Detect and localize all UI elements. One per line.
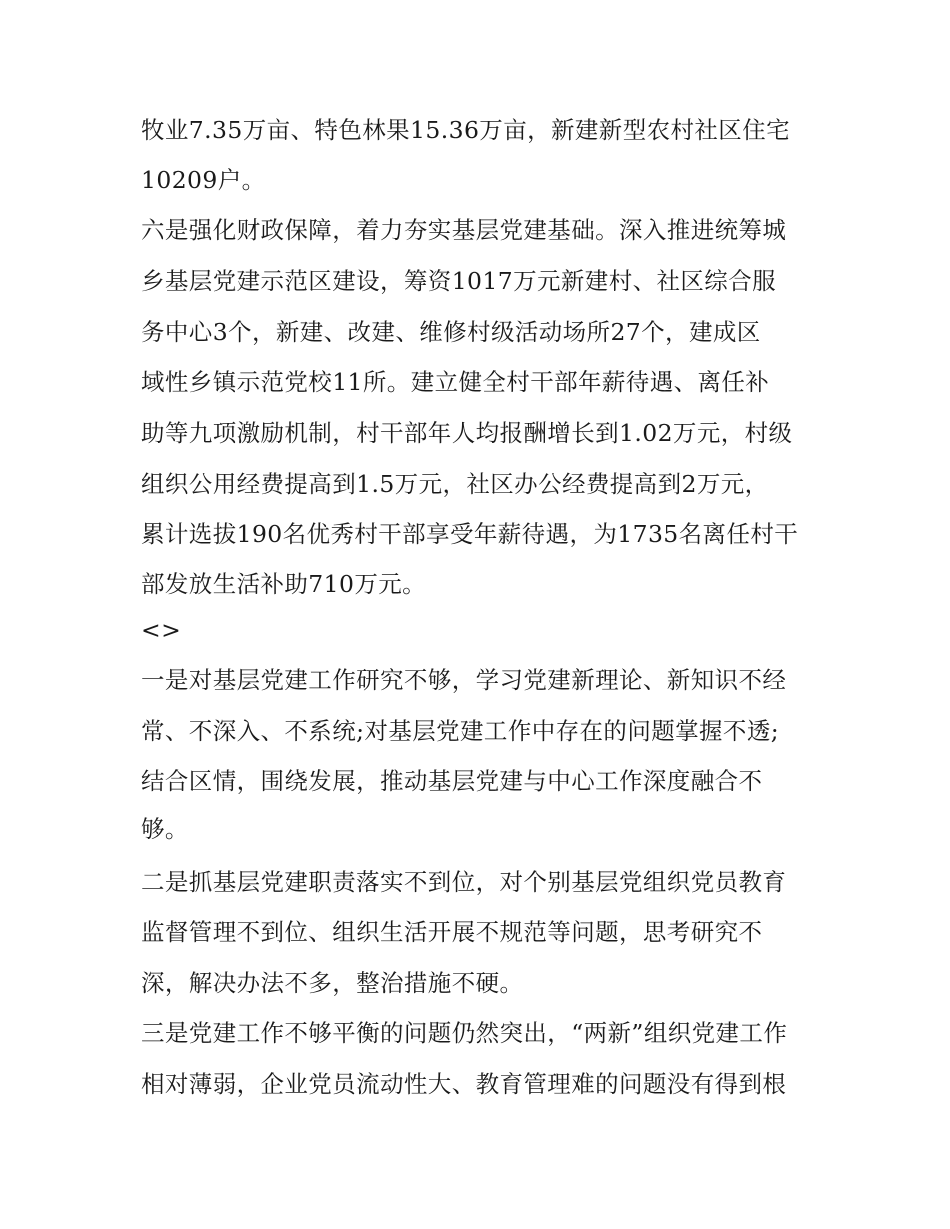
text-line: 结合区情，围绕发展，推动基层党建与中心工作深度融合不 [141, 767, 763, 795]
text-line: 三是党建工作不够平衡的问题仍然突出，“两新”组织党建工作 [141, 1019, 788, 1047]
text-line: 六是强化财政保障，着力夯实基层党建基础。深入推进统筹城 [141, 216, 787, 244]
text-line: 二是抓基层党建职责落实不到位，对个别基层党组织党员教育 [141, 868, 787, 896]
text-line: 部发放生活补助710万元。 [141, 570, 427, 598]
text-line: 牧业7.35万亩、特色林果15.36万亩，新建新型农村社区住宅 [141, 116, 790, 144]
text-line: 够。 [141, 815, 189, 843]
text-line: 乡基层党建示范区建设，筹资1017万元新建村、社区综合服 [141, 267, 777, 295]
text-line: 务中心3个，新建、改建、维修村级活动场所27个，建成区 [141, 318, 761, 346]
text-line: 相对薄弱，企业党员流动性大、教育管理难的问题没有得到根 [141, 1070, 787, 1098]
text-line: 深，解决办法不多，整治措施不硬。 [141, 969, 524, 997]
text-line: 一是对基层党建工作研究不够，学习党建新理论、新知识不经 [141, 666, 787, 694]
text-line: <> [141, 616, 182, 644]
text-line: 监督管理不到位、组织生活开展不规范等问题，思考研究不 [141, 918, 763, 946]
text-line: 累计选拔190名优秀村干部享受年薪待遇，为1735名离任村干 [141, 520, 799, 548]
text-line: 10209户。 [141, 166, 266, 194]
text-line: 组织公用经费提高到1.5万元，社区办公经费提高到2万元， [141, 470, 769, 498]
text-line: 常、不深入、不系统;对基层党建工作中存在的问题掌握不透; [141, 717, 780, 745]
text-line: 助等九项激励机制，村干部年人均报酬增长到1.02万元，村级 [141, 419, 793, 447]
text-line: 域性乡镇示范党校11所。建立健全村干部年薪待遇、离任补 [141, 368, 770, 396]
